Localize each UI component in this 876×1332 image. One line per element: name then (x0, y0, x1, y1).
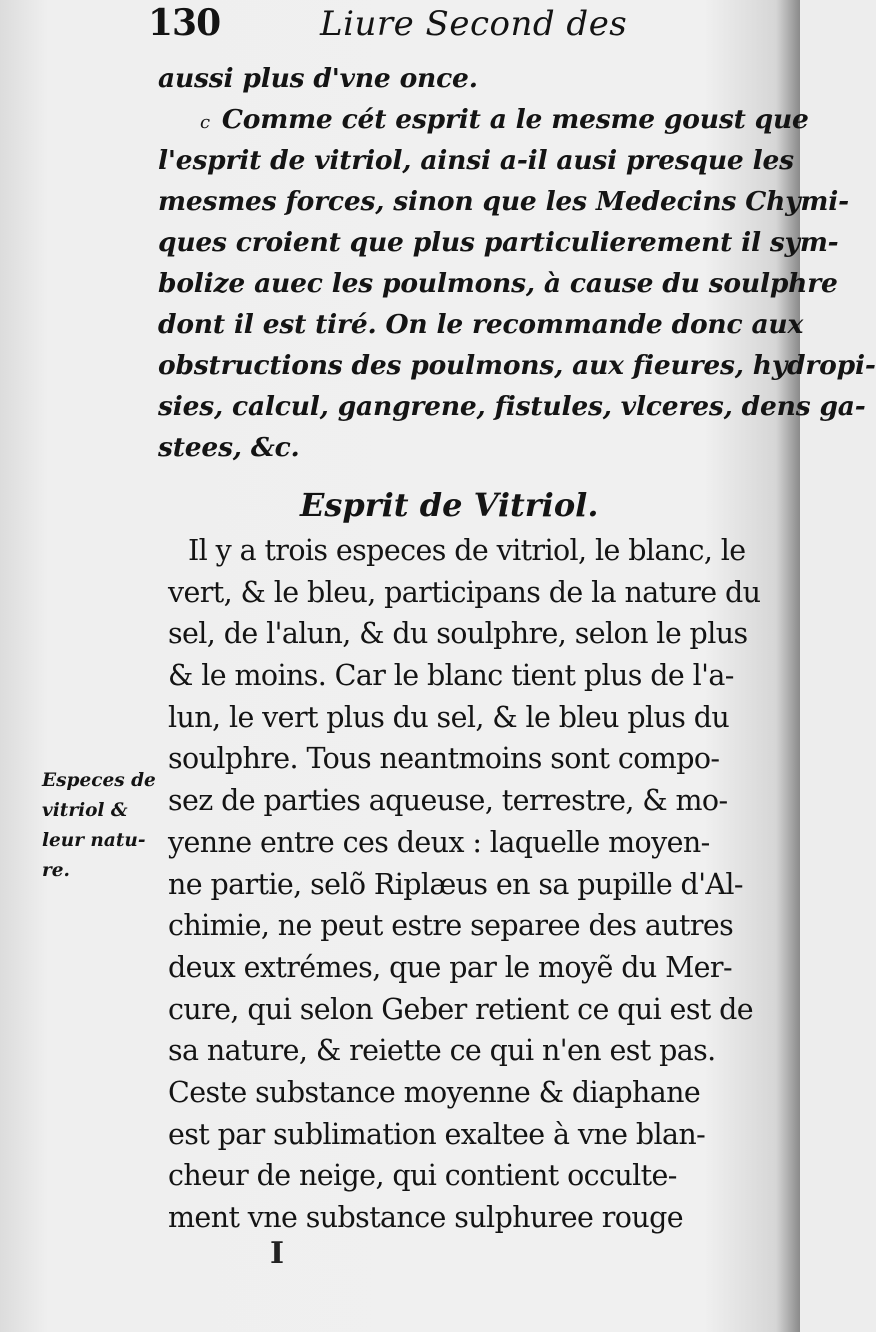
text-line: cheur de neige, qui contient occulte- (168, 1159, 677, 1193)
text-line: sez de parties aqueuse, terrestre, & mo- (168, 784, 728, 818)
text-line: stees, &c. (158, 432, 300, 463)
section-heading: Esprit de Vitriol. (300, 486, 599, 524)
text-line: bolize auec les poulmons, à cause du soulphre (158, 268, 838, 299)
text-line: chimie, ne peut estre separee des autres (168, 909, 734, 943)
margin-note-line: vitriol & (42, 800, 128, 821)
text-line: sies, calcul, gangrene, fistules, vlceres, dens ga- (158, 391, 866, 422)
text-line: cure, qui selon Geber retient ce qui est de (168, 992, 754, 1026)
text-line: lun, le vert plus du sel, & le bleu plus du (168, 700, 730, 734)
text-line: ne partie, selõ Riplæus en sa pupille d'Al- (168, 867, 743, 901)
signature-mark: I (270, 1236, 285, 1271)
text-line: mesmes forces, sinon que les Medecins Chymi- (158, 186, 849, 217)
text-line: obstructions des poulmons, aux fieures, hydropi- (158, 350, 876, 381)
text-line: ment vne substance sulphuree rouge (168, 1201, 683, 1234)
text-line: dont il est tiré. On le recommande donc aux (158, 309, 804, 340)
page-number: 130 (148, 2, 221, 44)
text-line (158, 99, 809, 140)
text-line-content: Comme cét esprit a le mesme goust que (221, 104, 809, 135)
text-line: soulphre. Tous neantmoins sont compo- (168, 742, 720, 776)
margin-note-line: Especes de (42, 770, 156, 791)
text-line: yenne entre ces deux : laquelle moyen- (168, 825, 710, 859)
text-line: sel, de l'alun, & du soulphre, selon le plus (168, 617, 748, 651)
note-marker: c (200, 112, 210, 133)
text-line: Il y a trois especes de vitriol, le blanc, le (188, 534, 746, 567)
text-line: l'esprit de vitriol, ainsi a-il ausi presque les (158, 145, 794, 176)
text-line: & le moins. Car le blanc tient plus de l'a- (168, 659, 734, 693)
margin-note-line: re. (42, 860, 70, 881)
text-line: vert, & le bleu, participans de la nature du (168, 575, 761, 609)
page-header (148, 2, 768, 52)
text-line: deux extrémes, que par le moyẽ du Mer- (168, 950, 732, 984)
text-line: sa nature, & reiette ce qui n'en est pas. (168, 1034, 716, 1068)
margin-note-line: leur natu- (42, 830, 146, 851)
text-line: ques croient que plus particulierement il sym- (158, 227, 839, 258)
text-line: est par sublimation exaltee à vne blan- (168, 1117, 706, 1151)
running-title: Liure Second des (320, 4, 628, 44)
text-line: Ceste substance moyenne & diaphane (168, 1075, 701, 1109)
margin-note (42, 766, 167, 886)
roman-paragraph (168, 530, 761, 1239)
text-line: aussi plus d'vne once. (158, 63, 478, 94)
italic-paragraph (158, 58, 876, 468)
